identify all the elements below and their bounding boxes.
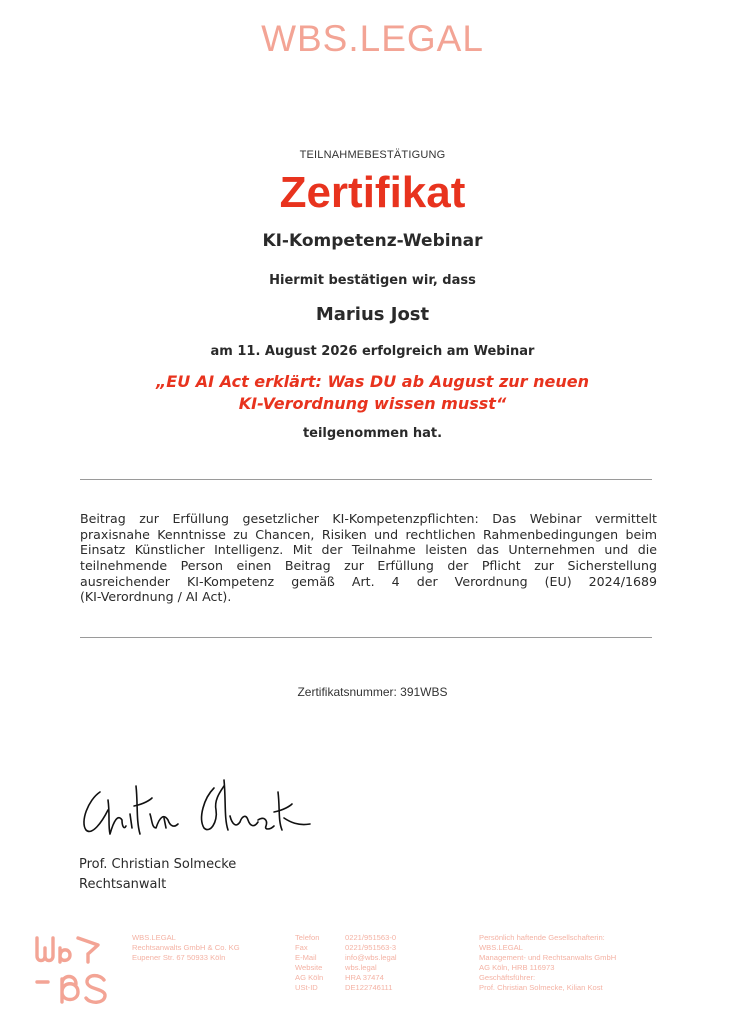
footer-vat-id: DE122746111 xyxy=(345,983,393,992)
footer-partner-line: Prof. Christian Solmecke, Kilian Kost xyxy=(479,983,603,992)
certificate-kicker: TEILNAHMEBESTÄTIGUNG xyxy=(299,149,446,161)
body-line: (KI-Verordnung / AI Act). xyxy=(80,589,232,605)
footer-contact-label: Website xyxy=(295,963,323,972)
footer-company xyxy=(132,933,240,963)
footer-contact-values xyxy=(345,933,397,993)
footer-phone: 0221/951563-0 xyxy=(345,933,397,942)
certificate-title: Zertifikat xyxy=(279,168,466,217)
webinar-title-line-2: KI-Verordnung wissen musst“ xyxy=(238,394,507,413)
certificate-number: Zertifikatsnummer: 391WBS xyxy=(297,685,448,699)
footer-company-line: Eupener Str. 67 50933 Köln xyxy=(132,953,226,962)
confirm-line: Hiermit bestätigen wir, dass xyxy=(269,273,476,288)
webinar-title xyxy=(0,371,745,415)
footer-contact-label: Fax xyxy=(295,943,308,952)
signer-name: Prof. Christian Solmecke xyxy=(79,857,237,872)
footer-fax: 0221/951563-3 xyxy=(345,943,397,952)
body-line: praxisnahe Kenntnisse zu Chancen, Risiken und rechtlichen Rahmenbedingungen beim xyxy=(80,526,657,542)
body-line: Beitrag zur Erfüllung gesetzlicher KI-Kompetenzpflichten: Das Webinar vermittelt xyxy=(80,511,657,526)
footer-contact-label: Telefon xyxy=(295,933,320,942)
signer-block xyxy=(79,855,236,895)
footer-website-link[interactable]: wbs.legal xyxy=(345,963,377,972)
wbs-footer-logo-icon xyxy=(34,934,108,1006)
footer-partner-line: AG Köln, HRB 116973 xyxy=(479,963,555,972)
footer-partner-line: Persönlich haftende Gesellschafterin: xyxy=(479,933,605,942)
certificate-subtitle: KI-Kompetenz-Webinar xyxy=(262,231,483,251)
body-line: teilnehmende Person einen Beitrag zur Erfüllung der Pflicht zur Sicherstellung xyxy=(80,558,657,574)
footer-company-line: Rechtsanwalts GmbH & Co. KG xyxy=(132,943,240,952)
footer-contact-labels xyxy=(295,933,323,993)
footer-contact-label: USt-ID xyxy=(295,983,318,992)
webinar-title-line-1: „EU AI Act erklärt: Was DU ab August zur neuen xyxy=(156,372,589,391)
footer-partners xyxy=(479,933,616,993)
body-line: Einsatz Künstlicher Intelligenz. Mit der Teilnahme leisten das Unternehmen und die xyxy=(80,542,657,558)
footer-partner-line: Geschäftsführer: xyxy=(479,973,536,982)
divider-bottom xyxy=(80,637,652,638)
body-line: ausreichender KI-Kompetenz gemäß Art. 4 der Verordnung (EU) 2024/1689 xyxy=(80,573,657,589)
footer-contact-label: AG Köln xyxy=(295,973,324,982)
participant-name: Marius Jost xyxy=(315,304,430,325)
footer-contact-label: E-Mail xyxy=(295,953,317,962)
participated-line: teilgenommen hat. xyxy=(302,426,443,441)
wbs-legal-logo: WBS.LEGAL xyxy=(261,18,484,59)
body-paragraph xyxy=(80,511,657,605)
signer-role: Rechtsanwalt xyxy=(79,877,167,892)
footer-company-line: WBS.LEGAL xyxy=(132,933,176,942)
date-line: am 11. August 2026 erfolgreich am Webinar xyxy=(210,344,535,359)
footer-partner-line: Management- und Rechtsanwalts GmbH xyxy=(479,953,617,962)
footer-partner-line: WBS.LEGAL xyxy=(479,943,523,952)
signature xyxy=(78,770,318,842)
footer-email-link[interactable]: info@wbs.legal xyxy=(345,953,397,962)
divider-top xyxy=(80,479,652,480)
footer-register: HRA 37474 xyxy=(345,973,384,982)
